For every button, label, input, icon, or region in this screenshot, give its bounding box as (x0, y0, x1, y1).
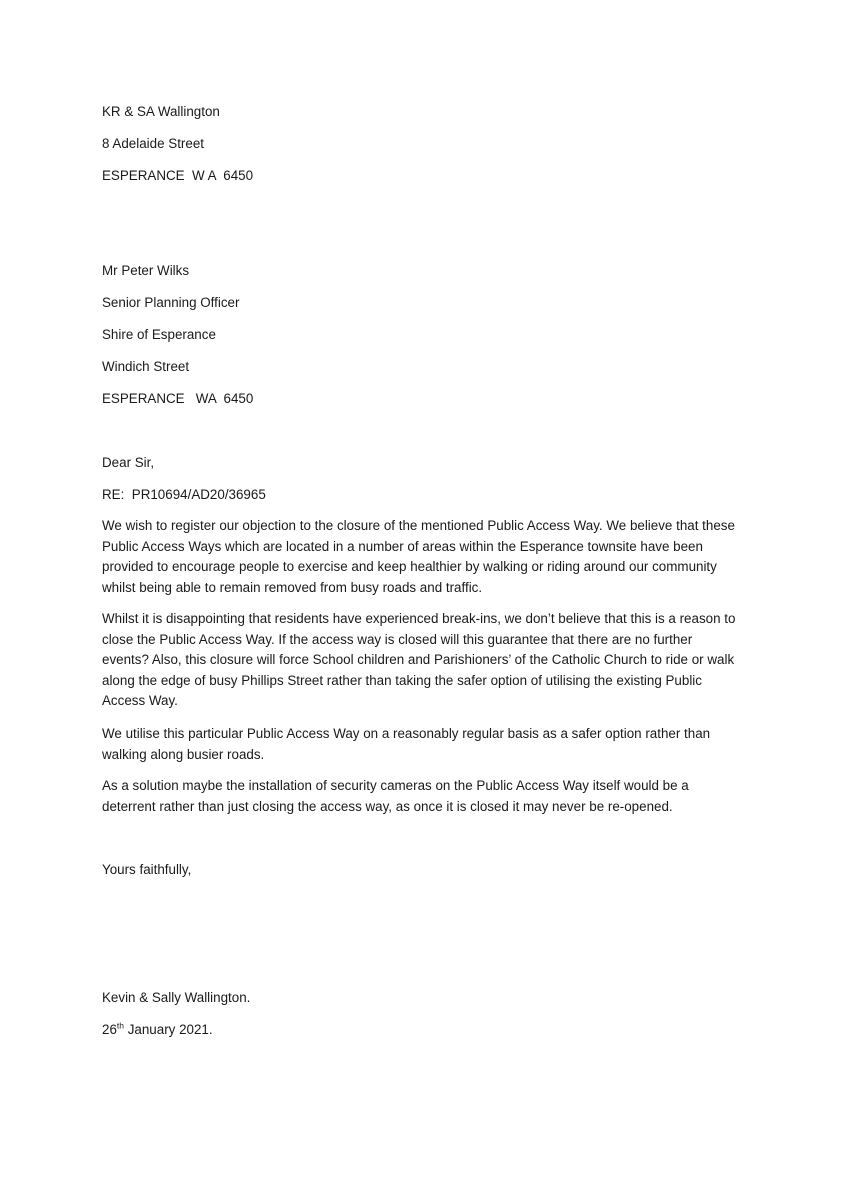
sender-name: KR & SA Wallington (102, 104, 220, 119)
reference-line: RE: PR10694/AD20/36965 (102, 487, 266, 502)
body-paragraph-1: We wish to register our objection to the closure of the mentioned Public Access Way. We believe that these Public Access Ways which are located in a number of areas within the Esperance townsite have been provided to encourage people to exercise and keep healthier by walking or riding around our community whilst being able to remain removed from busy roads and traffic. (102, 518, 735, 595)
closing: Yours faithfully, (102, 862, 192, 877)
signatory: Kevin & Sally Wallington. (102, 990, 251, 1005)
recipient-name: Mr Peter Wilks (102, 263, 190, 278)
date-rest: January 2021. (124, 1022, 213, 1037)
sender-city-line: ESPERANCE W A 6450 (102, 168, 254, 183)
sender-street: 8 Adelaide Street (102, 136, 204, 151)
body-paragraph-2: Whilst it is disappointing that residents have experienced break-ins, we don’t believe that this is a reason to close the Public Access Way. If the access way is closed will this guarantee that there are no further events? Also, this closure will force School children and Parishioners’ of the Catholic Church to ride or walk along the edge of busy Phillips Street rather than taking the safer option of utilising the existing Public Access Way. (102, 611, 736, 709)
date-ordinal: th (116, 1020, 124, 1031)
recipient-organisation: Shire of Esperance (102, 327, 216, 342)
salutation: Dear Sir, (102, 455, 155, 470)
letter-date (102, 1022, 213, 1038)
body-paragraph-3: We utilise this particular Public Access Way on a reasonably regular basis as a safer option rather than walking along busier roads. (102, 726, 711, 762)
recipient-street: Windich Street (102, 359, 190, 374)
recipient-title: Senior Planning Officer (102, 295, 240, 310)
body-paragraph-4: As a solution maybe the installation of security cameras on the Public Access Way itself would be a deterrent rather than just closing the access way, as once it is closed it may never be re-opened. (102, 778, 689, 814)
recipient-city-line: ESPERANCE WA 6450 (102, 391, 254, 406)
date-day: 26 (102, 1022, 117, 1037)
